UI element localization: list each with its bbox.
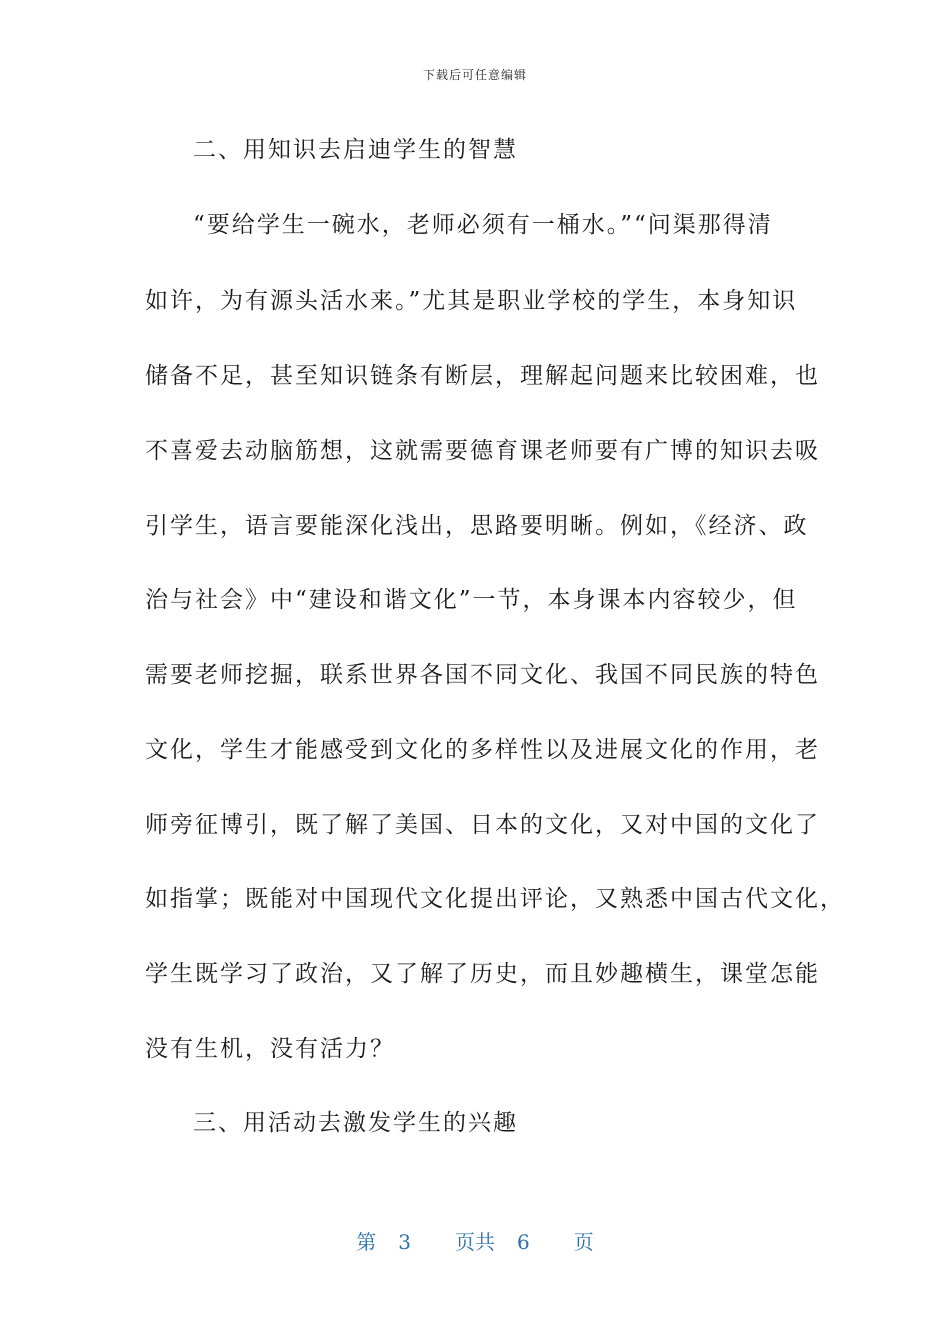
footer-middle: 页共: [455, 1230, 495, 1254]
paragraph-line: “要给学生一碗水，老师必须有一桶水。”“问渠那得清: [193, 212, 773, 238]
footer-prefix: 第: [356, 1230, 377, 1254]
paragraph-line: 需要老师挖掘，联系世界各国不同文化、我国不同民族的特色: [145, 662, 820, 688]
paragraph-line: 如许，为有源头活水来。”尤其是职业学校的学生，本身知识: [145, 288, 798, 314]
footer-page-number: 3: [398, 1230, 411, 1254]
page-footer: [0, 1226, 950, 1255]
footer-total-pages: 6: [517, 1230, 530, 1254]
section-2-heading: 二、用知识去启迪学生的智慧: [193, 137, 518, 163]
paragraph-line: 治与社会》中“建设和谐文化”一节，本身课本内容较少，但: [145, 587, 798, 613]
paragraph-line: 不喜爱去动脑筋想，这就需要德育课老师要有广博的知识去吸: [145, 438, 820, 464]
paragraph-line: 如指掌；既能对中国现代文化提出评论，又熟悉中国古代文化，: [145, 886, 845, 912]
footer-suffix: 页: [573, 1230, 594, 1254]
paragraph-line: 师旁征博引，既了解了美国、日本的文化，又对中国的文化了: [145, 812, 820, 838]
paragraph-line: 引学生，语言要能深化浅出，思路要明晰。例如，《经济、政: [145, 513, 809, 539]
paragraph-line: 没有生机，没有活力？: [145, 1036, 395, 1062]
paragraph-line: 文化，学生才能感受到文化的多样性以及进展文化的作用，老: [145, 737, 820, 763]
section-3-heading: 三、用活动去激发学生的兴趣: [193, 1110, 518, 1136]
header-note: 下载后可任意编辑: [422, 68, 527, 82]
paragraph-line: 学生既学习了政治，又了解了历史，而且妙趣横生，课堂怎能: [145, 961, 820, 987]
paragraph-line: 储备不足，甚至知识链条有断层，理解起问题来比较困难，也: [145, 363, 820, 389]
